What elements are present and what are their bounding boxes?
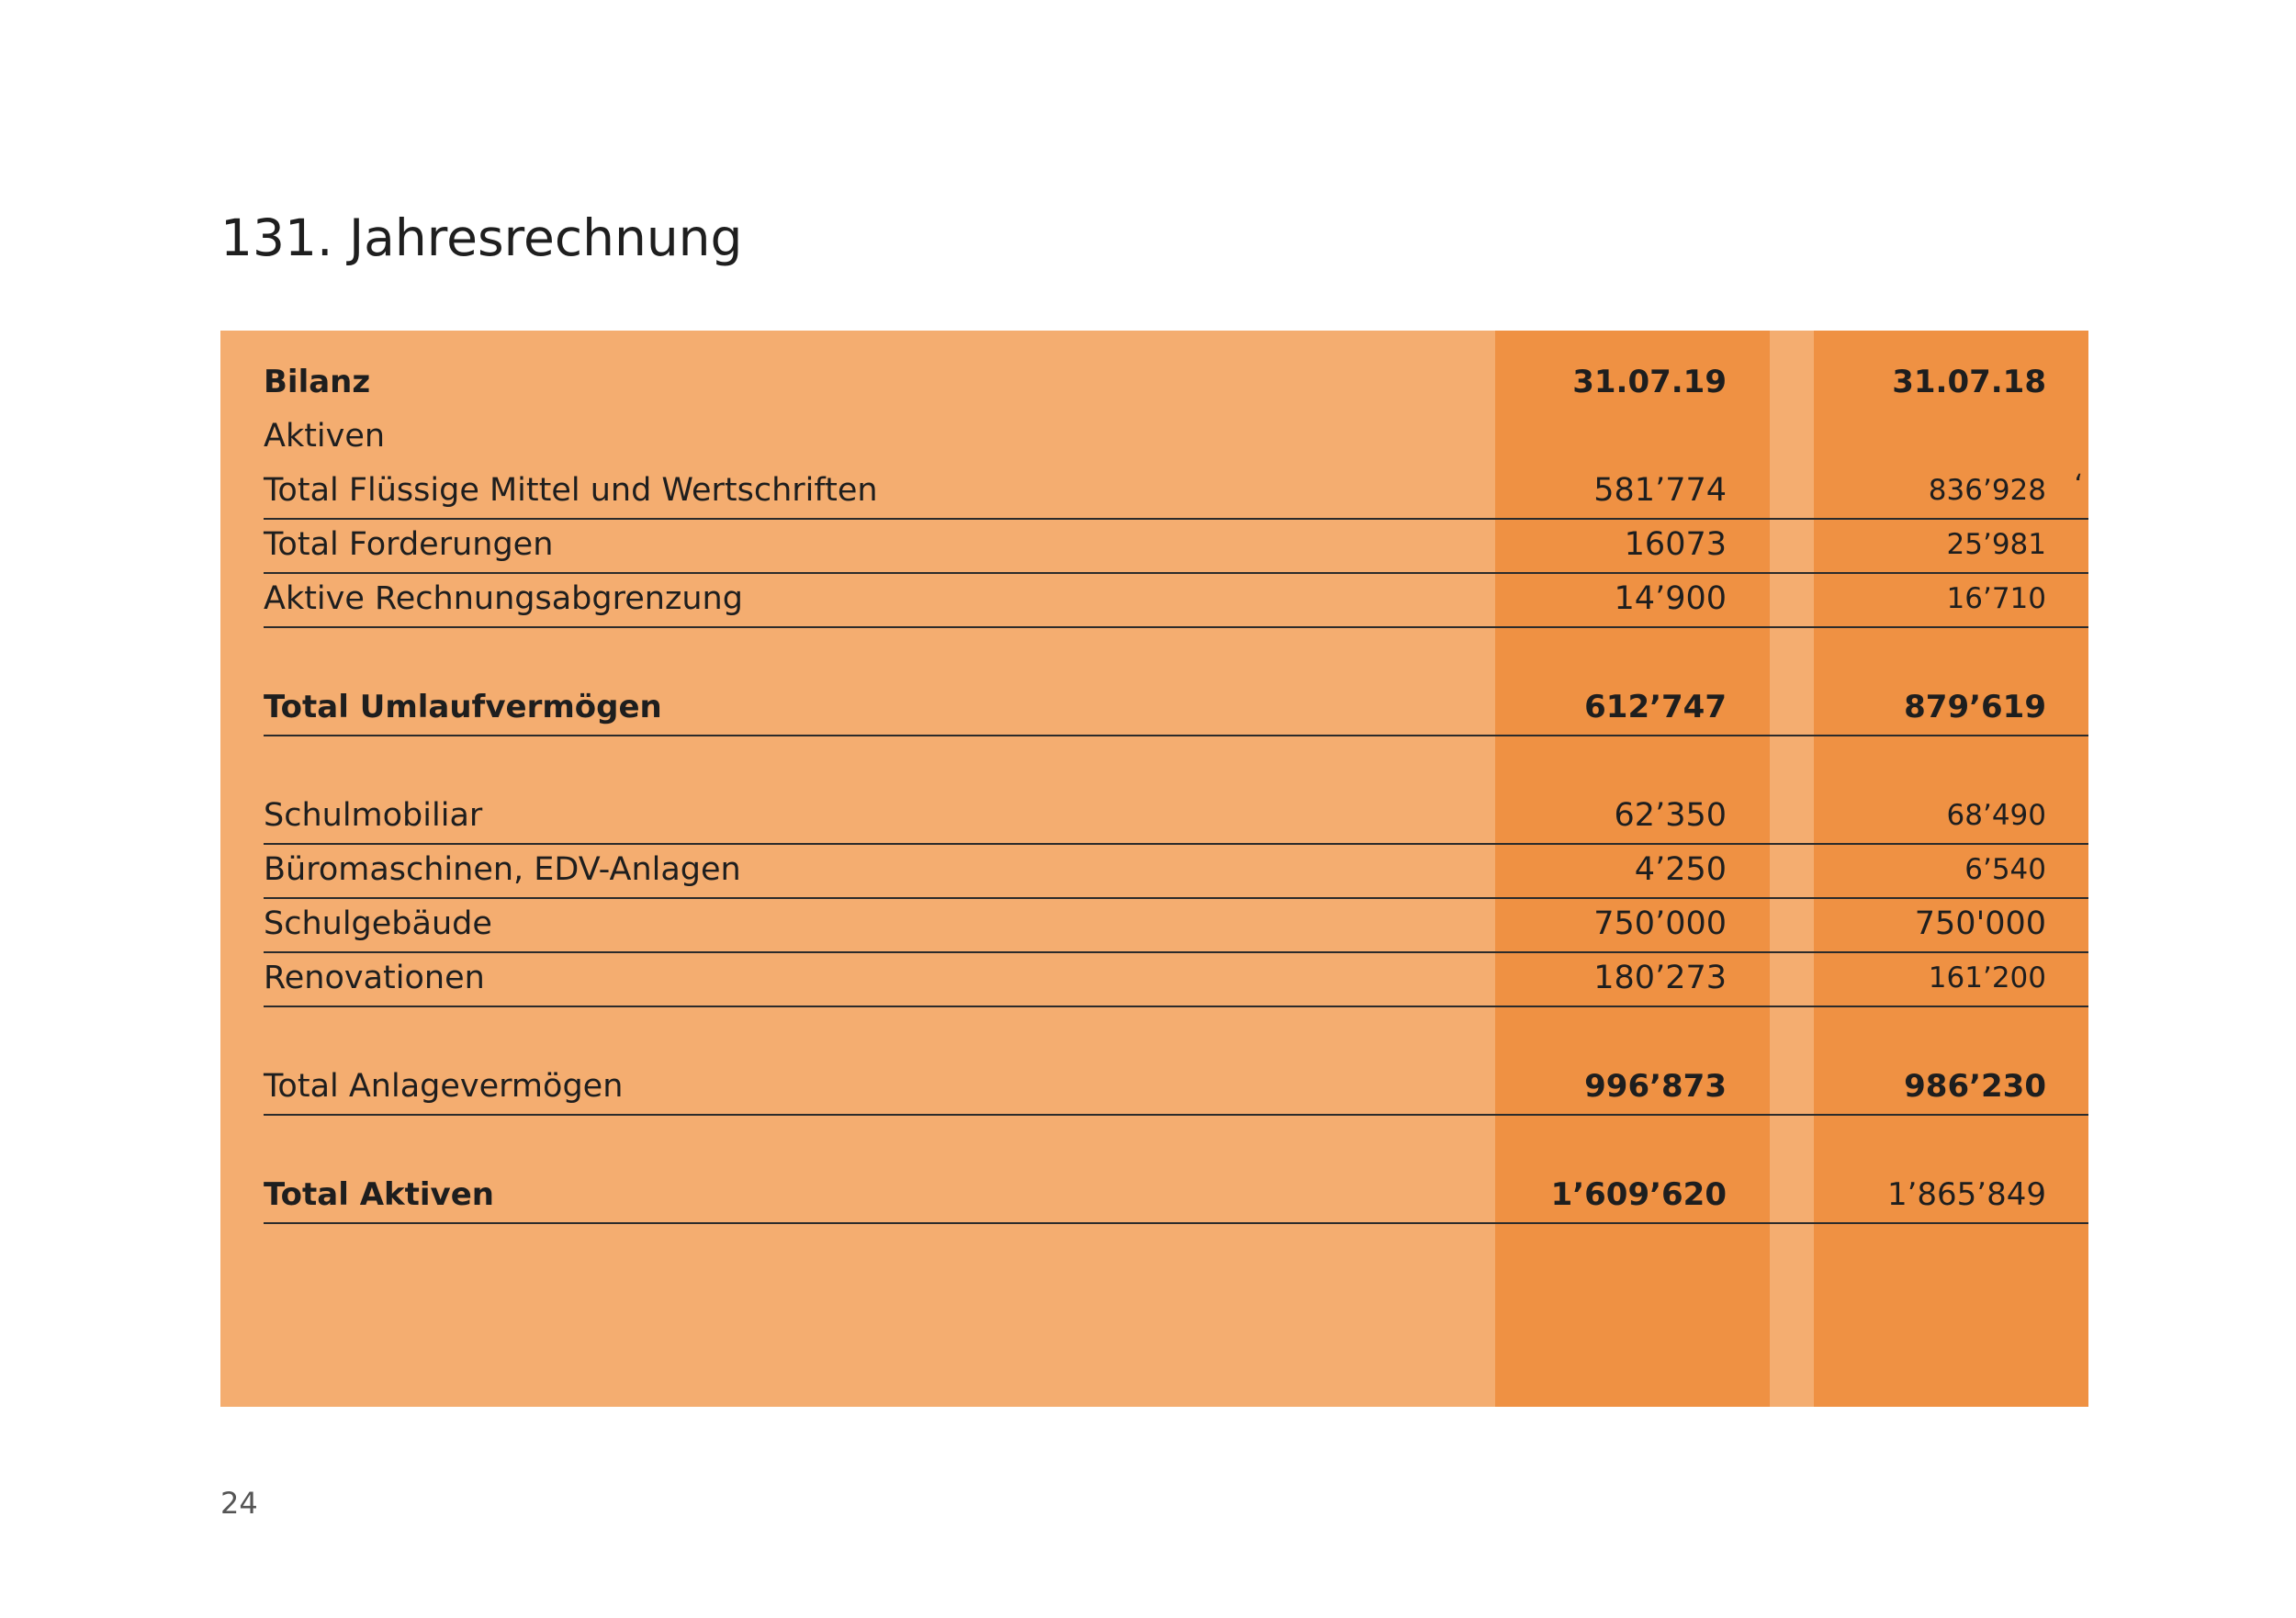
row-value-2018: 986’230	[1904, 1068, 2046, 1105]
row-label: Total Umlaufvermögen	[264, 689, 662, 725]
row-label: Schulgebäude	[264, 905, 492, 942]
page-number: 24	[220, 1486, 258, 1521]
row-label: Total Forderungen	[264, 526, 554, 563]
row-value-2019: 14’900	[1614, 580, 1727, 617]
row-label: Total Anlagevermögen	[264, 1068, 624, 1105]
row-value-2019: 4’250	[1634, 851, 1727, 888]
row-value-2019: 1’609’620	[1550, 1176, 1727, 1213]
table-row	[264, 843, 2088, 899]
grand-total-row	[264, 1168, 2088, 1224]
row-value-2019: 612’747	[1584, 689, 1727, 725]
row-value-2019: 180’273	[1593, 960, 1727, 996]
row-value-2019: 16073	[1624, 526, 1727, 563]
column-header-2018: 31.07.18	[1892, 364, 2046, 400]
total-row	[264, 1060, 2088, 1116]
column-header-2019: 31.07.19	[1572, 364, 1727, 400]
table-row	[264, 464, 2088, 520]
row-value-2018: 6’540	[1964, 853, 2046, 886]
row-value-2018: 879’619	[1904, 689, 2046, 725]
row-value-2019: 750’000	[1593, 905, 1727, 942]
row-value-2018: 25’981	[1946, 528, 2046, 561]
row-label: Schulmobiliar	[264, 797, 483, 834]
row-value-2019: 62’350	[1614, 797, 1727, 834]
table-row	[264, 572, 2088, 628]
row-value-2018: 836’928	[1928, 474, 2046, 507]
row-value-2018: 16’710	[1946, 582, 2046, 615]
row-label: Büromaschinen, EDV-Anlagen	[264, 851, 741, 888]
row-value-2019: 996’873	[1584, 1068, 1727, 1105]
balance-sheet-panel	[220, 331, 2088, 1407]
row-value-2018: 1’865’849	[1886, 1176, 2046, 1213]
table-row	[264, 789, 2088, 845]
table-row	[264, 897, 2088, 953]
row-label: Aktive Rechnungsabgrenzung	[264, 580, 743, 617]
table-row	[264, 518, 2088, 574]
table-row	[264, 951, 2088, 1007]
row-label: Total Aktiven	[264, 1176, 494, 1213]
table-header-row	[264, 355, 2088, 410]
stray-mark: ‘	[2074, 469, 2083, 501]
row-value-2018: 161’200	[1928, 961, 2046, 994]
total-row	[264, 680, 2088, 736]
row-label: Renovationen	[264, 960, 485, 996]
row-value-2019: 581’774	[1593, 472, 1727, 509]
row-label: Total Flüssige Mittel und Wertschriften	[264, 472, 878, 509]
table-header-label: Bilanz	[264, 364, 371, 400]
row-value-2018: 68’490	[1946, 799, 2046, 832]
row-value-2018: 750'000	[1914, 905, 2046, 942]
page-title: 131. Jahresrechnung	[220, 208, 743, 267]
section-label: Aktiven	[264, 418, 386, 455]
section-label-row	[264, 410, 2088, 464]
